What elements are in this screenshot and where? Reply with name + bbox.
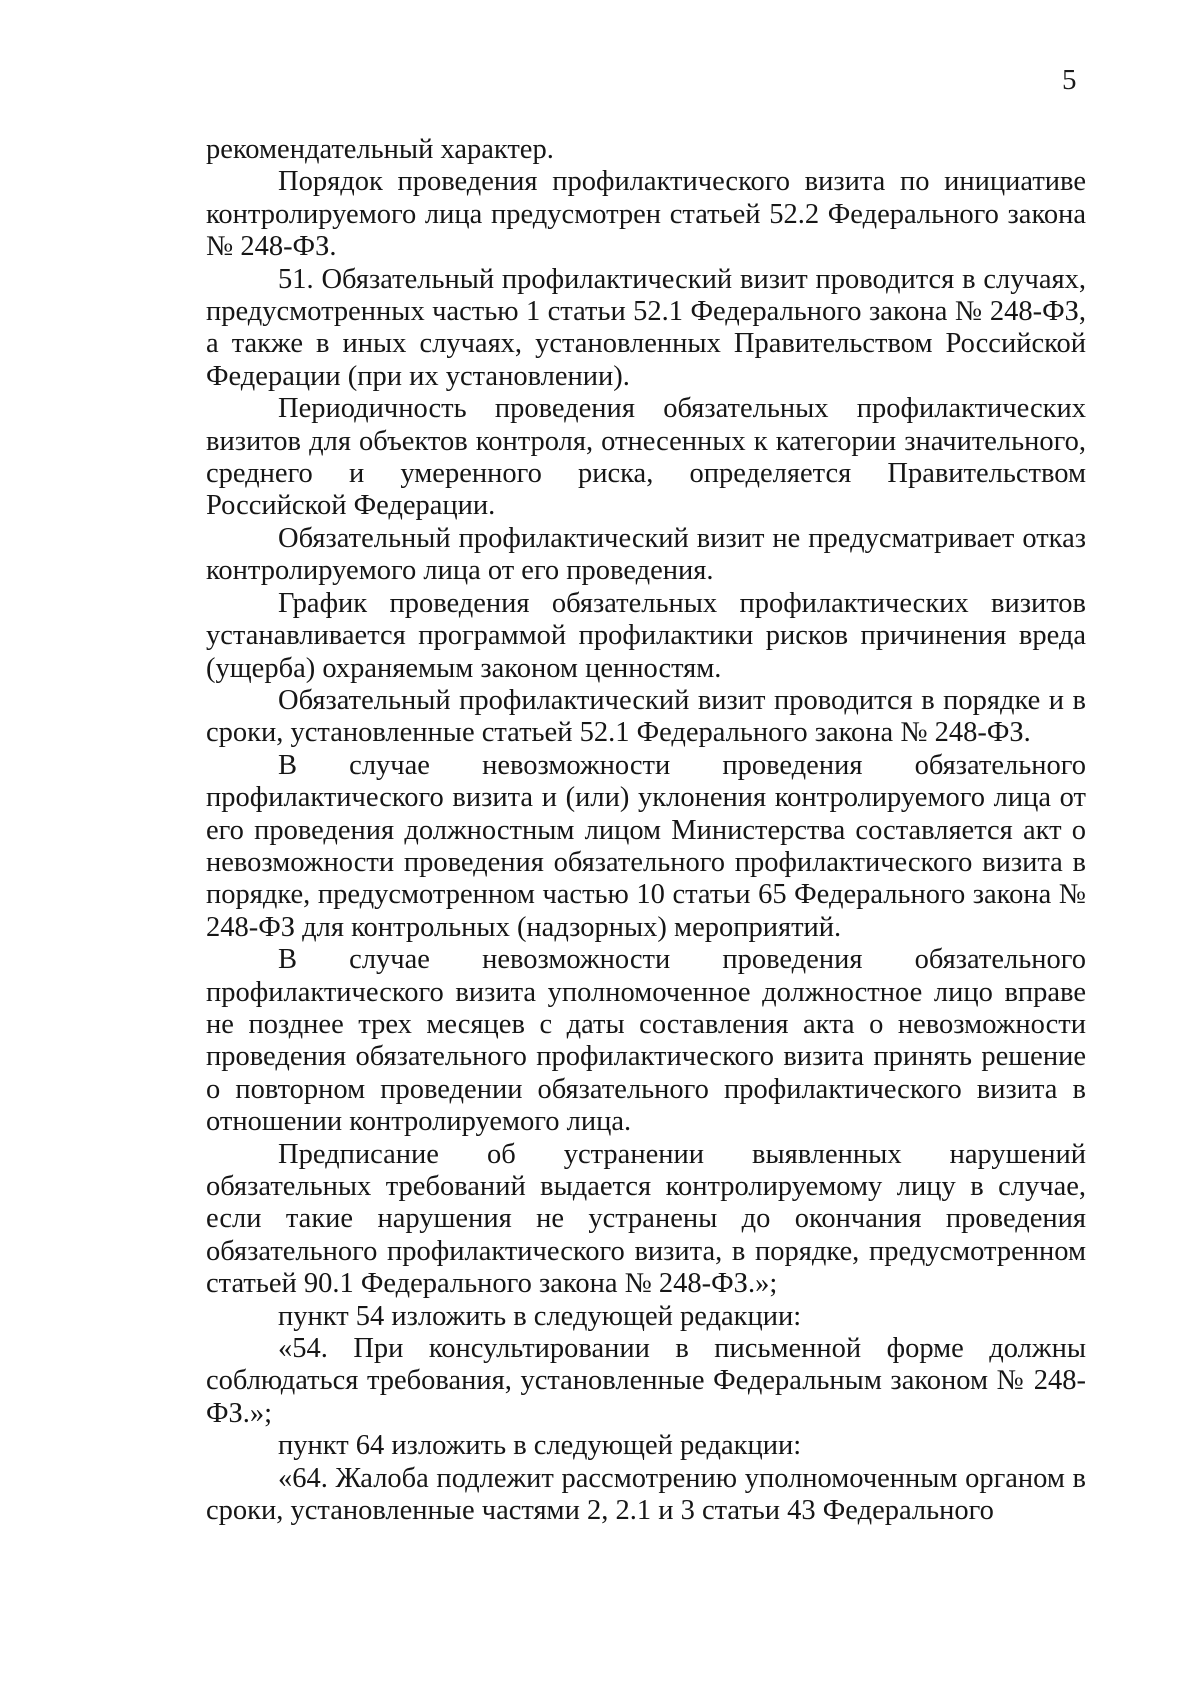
paragraph: График проведения обязательных профилактических визитов устанавливается программой профилактики рисков причинения вреда (ущерба) охраняемым законом ценностям. (206, 587, 1086, 684)
paragraph: В случае невозможности проведения обязательного профилактического визита и (или) уклонения контролируемого лица от его проведения должностным лицом Министерства составляется акт о невозможности проведения обязательного профилактического визита в порядке, предусмотренном частью 10 статьи 65 Федерального закона № 248-ФЗ для контрольных (надзорных) мероприятий. (206, 749, 1086, 943)
paragraph: 51. Обязательный профилактический визит проводится в случаях, предусмотренных частью 1 статьи 52.1 Федерального закона № 248-ФЗ, а также в иных случаях, установленных Правительством Российской Федерации (при их установлении). (206, 263, 1086, 392)
paragraph: Периодичность проведения обязательных профилактических визитов для объектов контроля, отнесенных к категории значительного, среднего и умеренного риска, определяется Правительством Российской Федерации. (206, 393, 1086, 522)
paragraph: пункт 64 изложить в следующей редакции: (278, 1430, 802, 1462)
paragraph: «64. Жалоба подлежит рассмотрению уполномоченным органом в сроки, установленные частями 2, 2.1 и 3 статьи 43 Федерального (206, 1462, 1086, 1527)
paragraph: Предписание об устранении выявленных нарушений обязательных требований выдается контролируемому лицу в случае, если такие нарушения не устранены до окончания проведения обязательного профилактического визита, в порядке, предусмотренном статьей 90.1 Федерального закона № 248-ФЗ.»; (206, 1138, 1086, 1300)
paragraph: пункт 54 изложить в следующей редакции: (278, 1300, 802, 1332)
paragraph: Обязательный профилактический визит не предусматривает отказ контролируемого лица от его проведения. (206, 522, 1086, 587)
paragraph: Порядок проведения профилактического визита по инициативе контролируемого лица предусмотрен статьей 52.2 Федерального закона № 248-ФЗ. (206, 166, 1086, 263)
paragraph: «54. При консультировании в письменной форме должны соблюдаться требования, установленные Федеральным законом № 248-ФЗ.»; (206, 1333, 1086, 1429)
document-body (206, 134, 1086, 1527)
paragraph: В случае невозможности проведения обязательного профилактического визита уполномоченное должностное лицо вправе не позднее трех месяцев с даты составления акта о невозможности проведения обязательного профилактического визита принять решение о повторном проведении обязательного профилактического визита в отношении контролируемого лица. (206, 944, 1086, 1138)
paragraph: Обязательный профилактический визит проводится в порядке и в сроки, установленные статьей 52.1 Федерального закона № 248-ФЗ. (206, 684, 1086, 749)
paragraph: рекомендательный характер. (206, 134, 554, 165)
page-number: 5 (1062, 64, 1077, 96)
